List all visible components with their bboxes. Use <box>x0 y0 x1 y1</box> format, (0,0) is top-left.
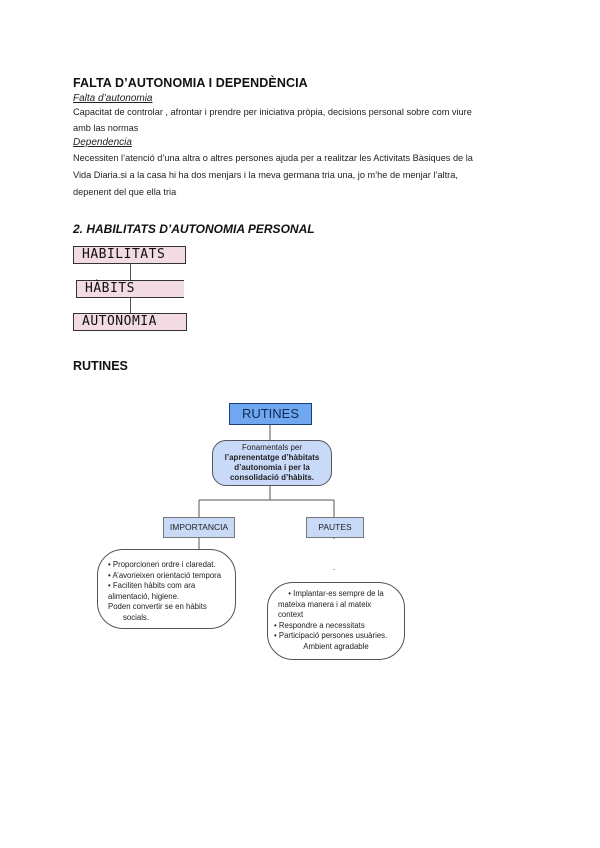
center-line-2: l’aprenentatge d’hàbitats <box>224 453 320 462</box>
pautes-item-6: Ambient agradable <box>303 641 369 651</box>
pautes-item-4: • Respondre a necessitats <box>274 620 365 630</box>
paragraph-dependencia-line-2: Vida Diaria.si a la casa hi ha dos menjars i la meva germana tria una, jo m’he de menjar l’altra, <box>73 170 458 180</box>
importancia-item-2: • A’avorieixen orientació tempora <box>108 570 222 580</box>
pautes-item-1: • Implantar-es sempre de la <box>288 589 384 598</box>
flow-box-importancia: IMPORTANCIA <box>163 517 235 538</box>
box-habilitats: HABILITATS <box>73 246 186 264</box>
section-title-rutines: RUTINES <box>73 359 128 373</box>
flow-box-fonamentals <box>212 440 332 486</box>
flow-box-rutines: RUTINES <box>229 403 312 425</box>
pautes-item-2: mateixa manera i al mateix <box>278 599 372 609</box>
importancia-item-4: alimentació, higiene. <box>108 591 180 601</box>
paragraph-dependencia-line-1: Necessiten l’atenció d’una altra o altres persones ajuda per a realitzar les Activitats Bàsiques de la <box>73 153 473 163</box>
center-line-4: consolidació d’hàbits. <box>229 473 314 482</box>
center-line-1: Fonamentals per <box>241 443 303 452</box>
paragraph-dependencia-line-3: depenent del que ella tria <box>73 187 177 197</box>
paragraph-autonomia-line-1: Capacitat de controlar , afrontar i prendre per iniciativa pròpia, decisions personal sobre com viure <box>73 107 472 117</box>
flow-bubble-importancia <box>97 549 236 629</box>
importancia-item-5: Poden convertir se en hàbits <box>108 602 207 611</box>
flow-bubble-pautes <box>267 582 405 660</box>
box-autonomia: AUTONOMIA <box>73 313 187 331</box>
subheading-dependencia: Dependencia <box>73 137 132 148</box>
pautes-item-5: • Participació persones usuàries. <box>274 631 388 640</box>
section-title-dependencia: FALTA D’AUTONOMIA I DEPENDÈNCIA <box>73 76 308 90</box>
importancia-item-3: • Faciliten hàbits com ara <box>108 581 196 590</box>
center-line-3: d’autonomia i per la <box>234 463 310 472</box>
importancia-item-6: socials. <box>123 612 149 622</box>
box-habits: HÀBITS <box>76 280 184 298</box>
paragraph-autonomia-line-2: amb las normas <box>73 123 139 133</box>
section-title-habilitats: 2. HABILITATS D’AUTONOMIA PERSONAL <box>73 222 315 236</box>
importancia-item-1: • Proporcionen ordre i claredat. <box>108 560 216 569</box>
pautes-item-3: context <box>278 610 304 619</box>
subheading-falta-autonomia: Falta d’autonomia <box>73 93 153 104</box>
flow-box-pautes: PAUTES <box>306 517 364 538</box>
